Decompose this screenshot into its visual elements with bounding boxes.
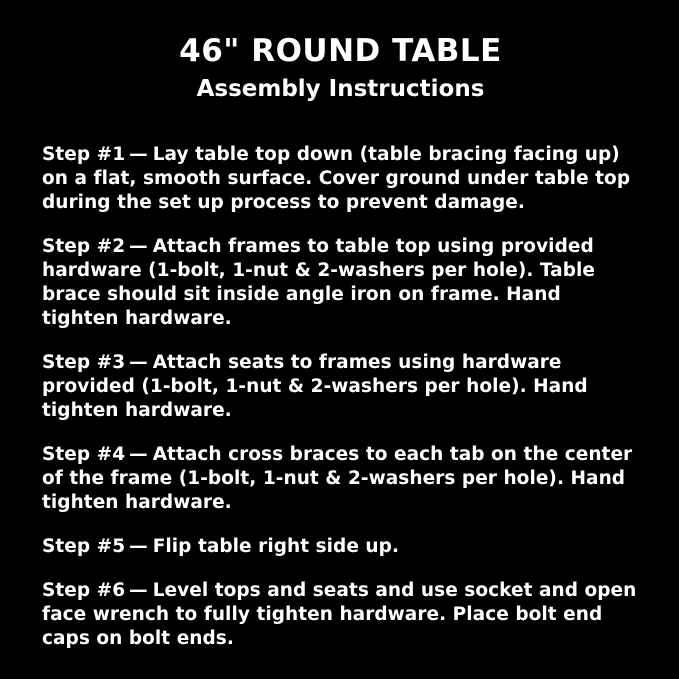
list-item bbox=[42, 579, 639, 651]
step-dash: — bbox=[129, 536, 148, 558]
page-title: 46" ROUND TABLE bbox=[179, 33, 502, 69]
step-text: Flip table right side up. bbox=[152, 536, 400, 558]
step-text: Attach seats to frames using hardware provided (1-bolt, 1-nut & 2-washers per hole). Hand tighten hardware. bbox=[42, 351, 588, 421]
step-label: Step #4 bbox=[42, 444, 126, 466]
step-dash: — bbox=[129, 143, 148, 165]
step-text: Attach cross braces to each tab on the center of the frame (1-bolt, 1-nut & 2-washers per hole). Hand tighten hardware. bbox=[42, 444, 633, 514]
step-label: Step #6 bbox=[42, 580, 126, 602]
step-text: Attach frames to table top using provided hardware (1-bolt, 1-nut & 2-washers per hole). Table brace should sit inside angle iron on frame. Hand tighten hardware. bbox=[42, 235, 595, 329]
step-dash: — bbox=[129, 351, 148, 373]
step-label: Step #5 bbox=[42, 536, 126, 558]
list-item bbox=[42, 143, 639, 215]
step-text: Lay table top down (table bracing facing up) on a flat, smooth surface. Cover ground under table top during the set up process to prevent damage. bbox=[42, 143, 631, 213]
step-label: Step #1 bbox=[42, 143, 126, 165]
list-item bbox=[42, 235, 639, 331]
page-subtitle: Assembly Instructions bbox=[196, 75, 485, 102]
title-block bbox=[42, 34, 639, 102]
steps-list bbox=[42, 124, 639, 651]
list-item bbox=[42, 443, 639, 515]
list-item bbox=[42, 535, 639, 559]
step-text: Level tops and seats and use socket and open face wrench to fully tighten hardware. Place bolt end caps on bolt ends. bbox=[42, 580, 637, 650]
step-label: Step #3 bbox=[42, 351, 126, 373]
step-dash: — bbox=[129, 580, 148, 602]
step-dash: — bbox=[129, 235, 148, 257]
step-label: Step #2 bbox=[42, 235, 126, 257]
list-item bbox=[42, 351, 639, 423]
step-dash: — bbox=[129, 444, 148, 466]
